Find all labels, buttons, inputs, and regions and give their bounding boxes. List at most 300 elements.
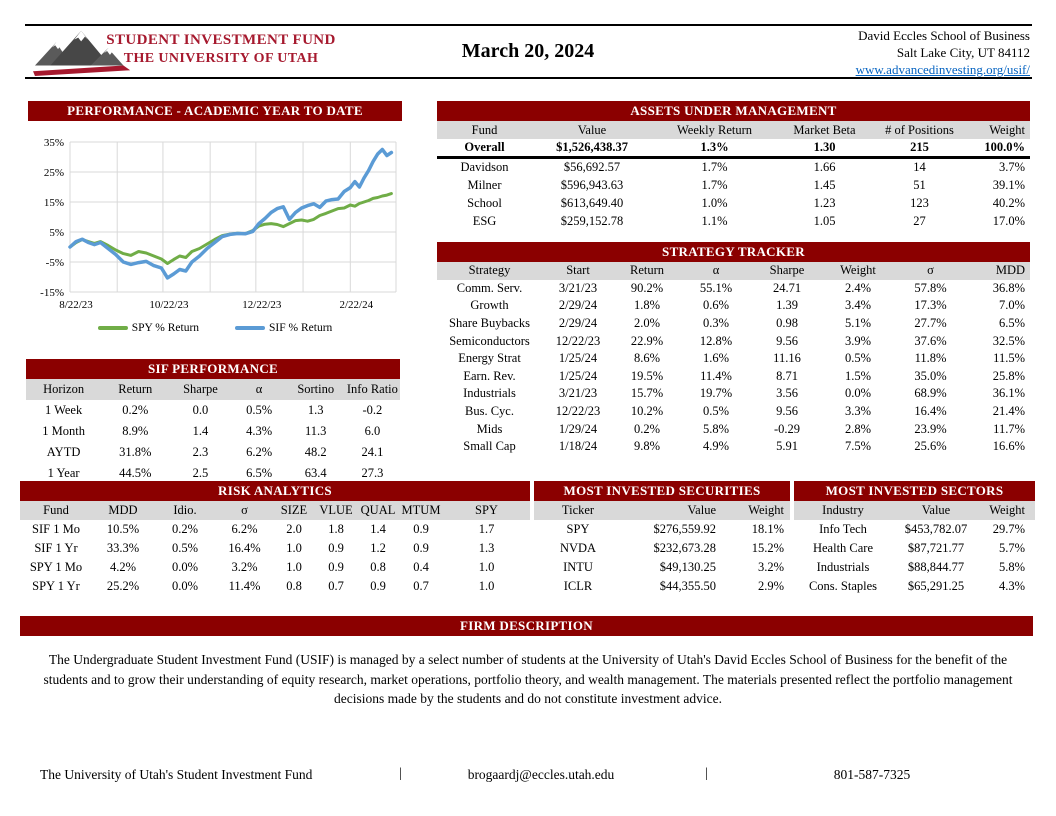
table-row <box>794 558 1035 577</box>
cell: Energy Strat <box>458 351 521 366</box>
table-row <box>534 558 790 577</box>
cell: 0.2% <box>122 403 149 417</box>
cell: 27 <box>913 213 926 228</box>
cell: 0.2% <box>171 522 199 536</box>
cell: 25.6% <box>914 439 947 454</box>
cell: 2.0 <box>286 522 302 536</box>
cell: 1.3 <box>478 541 495 555</box>
column-header: α <box>232 379 287 400</box>
table-row <box>437 350 1030 368</box>
column-header: Sharpe <box>169 379 231 400</box>
cell: 0.9 <box>413 522 429 536</box>
cell: 10.5% <box>106 522 140 536</box>
table-row <box>437 438 1030 456</box>
cell: 1.0 <box>478 579 495 593</box>
cell: 37.6% <box>914 333 947 348</box>
cell: 2.0% <box>633 316 661 331</box>
column-header: Weekly Return <box>652 121 777 139</box>
sectors-table <box>794 501 1035 596</box>
cell: Davidson <box>460 160 509 174</box>
cell: SPY 1 Mo <box>29 560 83 574</box>
cell: 3/21/23 <box>558 280 598 295</box>
cell: 18.1% <box>751 522 784 536</box>
column-header: MTUM <box>399 501 443 520</box>
header-row <box>534 501 790 520</box>
y-axis-label: 25% <box>43 167 64 179</box>
cell: 3/21/23 <box>558 386 598 401</box>
column-header: Value <box>892 501 980 520</box>
cell: 4.2% <box>109 560 137 574</box>
cell: Industrials <box>463 386 516 401</box>
table-row <box>534 577 790 596</box>
cell: 1.0% <box>701 195 728 210</box>
aum-table <box>437 121 1030 230</box>
table-row <box>26 442 400 463</box>
cell: 2.9% <box>757 579 784 593</box>
cell: 4.9% <box>702 439 730 454</box>
cell: 24.1 <box>361 445 384 459</box>
cell: 0.0% <box>171 560 199 574</box>
table-row <box>794 539 1035 558</box>
cell: 12.8% <box>699 333 733 348</box>
sif-legend-swatch <box>235 326 265 330</box>
cell: -0.29 <box>773 421 801 436</box>
column-header: MDD <box>92 501 154 520</box>
table-row <box>437 420 1030 438</box>
table-row <box>437 403 1030 421</box>
sif-return-line <box>70 150 391 278</box>
header-top-rule <box>25 24 1032 26</box>
cell: 16.4% <box>228 541 261 555</box>
column-header: Weight <box>822 262 894 280</box>
table-row <box>437 212 1030 230</box>
cell: 0.8 <box>370 560 386 574</box>
cell: 3.2% <box>231 560 258 574</box>
cell: 6.5% <box>998 316 1025 331</box>
header-row <box>26 379 400 400</box>
cell: $453,782.07 <box>904 522 968 536</box>
cell: 3.3% <box>844 404 872 419</box>
strategy-tracker-banner: STRATEGY TRACKER <box>437 242 1030 262</box>
cell: 2.5 <box>192 466 209 480</box>
cell: 57.8% <box>914 280 947 295</box>
table-row <box>534 539 790 558</box>
cell: 24.71 <box>772 280 802 295</box>
sectors-banner: MOST INVESTED SECTORS <box>794 481 1035 501</box>
cell: 6.0 <box>364 424 381 438</box>
table-row <box>437 194 1030 212</box>
cell: 68.9% <box>914 386 947 401</box>
legend-item-sif <box>235 322 332 334</box>
y-axis-label: -5% <box>45 257 64 269</box>
cell: $259,152.78 <box>560 213 624 228</box>
header-row <box>794 501 1035 520</box>
cell: 7.0% <box>998 298 1025 313</box>
cell: 40.2% <box>992 195 1025 210</box>
column-header: Value <box>622 501 730 520</box>
cell: 6.2% <box>231 522 258 536</box>
cell: 8.71 <box>776 368 798 383</box>
cell: $613,649.40 <box>560 195 624 210</box>
footer-email: brogaardj@eccles.utah.edu <box>467 767 615 782</box>
cell: $65,291.25 <box>907 579 965 593</box>
org-name-line1: STUDENT INVESTMENT FUND <box>106 32 336 48</box>
cell: 22.9% <box>630 333 664 348</box>
cell: INTU <box>563 560 593 574</box>
cell: 27.7% <box>914 316 947 331</box>
cell: 3.9% <box>844 333 872 348</box>
table-row <box>437 280 1030 298</box>
header-row <box>437 121 1030 139</box>
cell: 1.2 <box>370 541 386 555</box>
column-header: Sortino <box>287 379 345 400</box>
cell: 33.3% <box>106 541 140 555</box>
cell: SIF 1 Mo <box>32 522 80 536</box>
column-header: Info Ratio <box>345 379 400 400</box>
cell: 27.3 <box>361 466 384 480</box>
cell: 36.1% <box>992 386 1025 401</box>
cell: 1 Month <box>42 424 85 438</box>
cell: 1.66 <box>813 160 836 174</box>
header-row <box>20 501 530 520</box>
cell: 19.7% <box>699 386 733 401</box>
table-row <box>437 297 1030 315</box>
footer-separator-2: | <box>705 766 708 781</box>
cell: 0.5% <box>171 541 199 555</box>
cell: 1.4 <box>370 522 386 536</box>
cell: 1.7% <box>701 160 728 174</box>
cell: 1.05 <box>813 213 836 228</box>
spy-return-line <box>70 194 391 264</box>
cell: 0.4 <box>413 560 429 574</box>
cell: 6.2% <box>246 445 273 459</box>
cell: 14 <box>913 160 926 174</box>
cell: 11.8% <box>914 351 947 366</box>
column-header: Industry <box>794 501 892 520</box>
table-row <box>26 421 400 442</box>
spy-legend-label: SPY % Return <box>131 322 200 334</box>
cell: 15.2% <box>751 541 784 555</box>
cell: 17.0% <box>992 213 1025 228</box>
cell: 17.3% <box>914 298 947 313</box>
cell: $44,355.50 <box>659 579 716 593</box>
cell: -0.2 <box>362 403 383 417</box>
table-row <box>20 558 530 577</box>
cell: $88,844.77 <box>907 560 965 574</box>
cell: NVDA <box>559 541 597 555</box>
cell: 1.8% <box>633 298 661 313</box>
footer-phone: 801-587-7325 <box>833 767 911 782</box>
cell: 0.0% <box>844 386 872 401</box>
cell: 36.8% <box>992 280 1025 295</box>
cell: 8.9% <box>122 424 149 438</box>
table-row <box>20 577 530 596</box>
cell: 0.7 <box>413 579 429 593</box>
org-name-line2: THE UNIVERSITY OF UTAH <box>123 51 319 66</box>
cell: 12/22/23 <box>555 333 601 348</box>
securities-banner: MOST INVESTED SECURITIES <box>534 481 790 501</box>
sif-performance-table <box>26 379 400 484</box>
cell: 0.98 <box>776 316 798 331</box>
risk-analytics-table <box>20 501 530 596</box>
cell: 35.0% <box>914 368 947 383</box>
cell: 11.5% <box>993 351 1025 366</box>
cell: Mids <box>476 421 503 436</box>
table-row <box>794 577 1035 596</box>
cell: 215 <box>872 139 967 158</box>
cell: 2/29/24 <box>558 298 598 313</box>
cell: 1 Week <box>44 403 83 417</box>
footer-org-name: The University of Utah's Student Investment Fund <box>40 767 313 782</box>
cell: Overall <box>437 139 532 158</box>
cell: 2.4% <box>844 280 872 295</box>
cell: 0.5% <box>246 403 273 417</box>
cell: $232,673.28 <box>653 541 716 555</box>
column-header: α <box>680 262 752 280</box>
cell: Comm. Serv. <box>456 280 523 295</box>
cell: 55.1% <box>699 280 733 295</box>
cell: 0.2% <box>633 421 661 436</box>
y-axis-label: 15% <box>43 197 64 209</box>
x-axis-label: 12/22/23 <box>242 299 282 311</box>
cell: 7.5% <box>844 439 872 454</box>
cell: 11.4% <box>700 368 732 383</box>
column-header: Idio. <box>154 501 216 520</box>
cell: 1/25/24 <box>558 351 598 366</box>
cell: 90.2% <box>630 280 664 295</box>
cell: SPY 1 Yr <box>32 579 80 593</box>
cell: 11.3 <box>305 424 327 438</box>
cell: 0.6% <box>702 298 730 313</box>
cell: Bus. Cyc. <box>465 404 514 419</box>
column-header: Horizon <box>26 379 101 400</box>
cell: 1.39 <box>776 298 798 313</box>
cell: 32.5% <box>992 333 1025 348</box>
table-row <box>437 385 1030 403</box>
cell: Growth <box>470 298 509 313</box>
header-row <box>437 262 1030 280</box>
cell: 51 <box>913 177 926 192</box>
cell: $56,692.57 <box>563 160 621 174</box>
column-header: QUAL <box>357 501 399 520</box>
firm-description-text: The Undergraduate Student Investment Fund (USIF) is managed by a select number of students at the University of Utah's David Eccles School of Business for the benefit of the students and to grow their understanding of equity research, market operations, portfolio theory, and wealth management. The materials presented reflect the portfolio management decisions made by the students and do not constitute investment advice. <box>43 652 1013 707</box>
legend-item-spy <box>98 322 199 334</box>
cell: 23.9% <box>914 421 947 436</box>
cell: 0.9 <box>370 579 386 593</box>
column-header: Start <box>542 262 614 280</box>
cell: $276,559.92 <box>653 522 716 536</box>
cell: 19.5% <box>630 368 664 383</box>
cell: 44.5% <box>119 466 152 480</box>
cell: 21.4% <box>992 404 1025 419</box>
cell: 1.7 <box>478 522 495 536</box>
table-row <box>794 520 1035 539</box>
cell: 11.4% <box>228 579 261 593</box>
column-header: Fund <box>20 501 92 520</box>
table-row <box>20 539 530 558</box>
cell: 0.0% <box>171 579 199 593</box>
sif-performance-banner: SIF PERFORMANCE <box>26 359 400 379</box>
school-address <box>856 27 1030 78</box>
column-header: σ <box>216 501 273 520</box>
cell: 1.30 <box>777 139 872 158</box>
cell: 0.5% <box>702 404 730 419</box>
cell: 31.8% <box>119 445 152 459</box>
cell: 1.0 <box>286 541 302 555</box>
cell: 5.1% <box>844 316 872 331</box>
cell: 1.4 <box>192 424 209 438</box>
cell: 3.2% <box>757 560 784 574</box>
cell: 0.9 <box>328 560 344 574</box>
org-name <box>106 32 336 67</box>
column-header: SPY <box>443 501 530 520</box>
table-row <box>437 368 1030 386</box>
cell: 12/22/23 <box>555 404 601 419</box>
chart-legend <box>28 322 402 334</box>
cell: 9.56 <box>776 333 798 348</box>
cell: 0.0 <box>192 403 209 417</box>
cell: 16.6% <box>992 439 1025 454</box>
column-header: MDD <box>967 262 1030 280</box>
cell: SIF 1 Yr <box>34 541 78 555</box>
cell: SPY <box>566 522 590 536</box>
footer-separator-1: | <box>399 766 402 781</box>
column-header: Weight <box>980 501 1035 520</box>
column-header: Value <box>532 121 652 139</box>
cell: 123 <box>910 195 929 210</box>
cell: Small Cap <box>463 439 516 454</box>
cell: Cons. Staples <box>808 579 878 593</box>
column-header: SIZE <box>273 501 315 520</box>
website-link[interactable]: www.advancedinvesting.org/usif/ <box>855 62 1030 77</box>
cell: 5.91 <box>776 439 798 454</box>
cell: 1.23 <box>813 195 836 210</box>
cell: 15.7% <box>630 386 664 401</box>
sif-legend-label: SIF % Return <box>269 322 333 334</box>
cell: 100.0% <box>967 139 1030 158</box>
cell: 0.8 <box>286 579 302 593</box>
cell: Milner <box>467 177 502 192</box>
column-header: Fund <box>437 121 532 139</box>
performance-chart <box>28 124 402 346</box>
cell: Semiconductors <box>449 333 530 348</box>
cell: 11.16 <box>773 351 801 366</box>
cell: 0.5% <box>844 351 872 366</box>
cell: 25.8% <box>992 368 1025 383</box>
table-row <box>437 176 1030 194</box>
cell: AYTD <box>46 445 81 459</box>
column-header: Return <box>101 379 169 400</box>
cell: 5.8% <box>998 560 1025 574</box>
cell: 2.8% <box>844 421 872 436</box>
cell: Info Tech <box>819 522 867 536</box>
cell: ICLR <box>563 579 593 593</box>
column-header: Weight <box>730 501 790 520</box>
cell: 1.7% <box>701 177 728 192</box>
column-header: # of Positions <box>872 121 967 139</box>
cell: Health Care <box>812 541 874 555</box>
cell: $596,943.63 <box>560 177 624 192</box>
cell: 63.4 <box>304 466 327 480</box>
cell: 1.1% <box>701 213 728 228</box>
cell: School <box>467 195 502 210</box>
cell: 1/29/24 <box>558 421 598 436</box>
table-row <box>437 332 1030 350</box>
column-header: Market Beta <box>777 121 872 139</box>
x-axis-label: 2/22/24 <box>339 299 374 311</box>
cell: Industrials <box>816 560 870 574</box>
cell: 8.6% <box>633 351 661 366</box>
firm-description-banner: FIRM DESCRIPTION <box>20 616 1033 636</box>
cell: 25.2% <box>106 579 140 593</box>
cell: 3.7% <box>998 160 1025 174</box>
cell: 29.7% <box>992 522 1025 536</box>
cell: $87,721.77 <box>907 541 965 555</box>
cell: 3.4% <box>844 298 872 313</box>
cell: 2.3 <box>192 445 209 459</box>
x-axis-label: 8/22/23 <box>59 299 93 311</box>
cell: 1.45 <box>813 177 836 192</box>
cell: 1/25/24 <box>558 368 598 383</box>
securities-table <box>534 501 790 596</box>
cell: 1.0 <box>286 560 302 574</box>
risk-analytics-banner: RISK ANALYTICS <box>20 481 530 501</box>
performance-banner: PERFORMANCE - ACADEMIC YEAR TO DATE <box>28 101 402 121</box>
table-row <box>26 400 400 421</box>
address-line1: David Eccles School of Business <box>858 28 1030 43</box>
table-row <box>437 139 1030 158</box>
y-axis-label: 5% <box>49 227 64 239</box>
x-axis-label: 10/22/23 <box>149 299 189 311</box>
table-row <box>534 520 790 539</box>
cell: 1.8 <box>328 522 344 536</box>
cell: 11.7% <box>993 421 1025 436</box>
cell: 9.56 <box>776 404 798 419</box>
table-row <box>20 520 530 539</box>
column-header: Sharpe <box>752 262 822 280</box>
cell: 5.7% <box>998 541 1025 555</box>
column-header: VLUE <box>315 501 357 520</box>
strategy-tracker-table <box>437 262 1030 456</box>
cell: 6.5% <box>246 466 273 480</box>
cell: 0.9 <box>328 541 344 555</box>
cell: 1.6% <box>702 351 730 366</box>
table-row <box>437 158 1030 177</box>
cell: 39.1% <box>992 177 1025 192</box>
cell: 1 Year <box>47 466 80 480</box>
cell: 3.56 <box>776 386 798 401</box>
cell: 0.3% <box>702 316 730 331</box>
cell: 1.0 <box>478 560 495 574</box>
column-header: Weight <box>967 121 1030 139</box>
address-line2: Salt Lake City, UT 84112 <box>896 45 1030 60</box>
cell: ESG <box>472 213 497 228</box>
column-header: Ticker <box>534 501 622 520</box>
cell: 0.7 <box>328 579 344 593</box>
cell: 1.3 <box>307 403 324 417</box>
cell: Share Buybacks <box>449 316 530 331</box>
table-row <box>437 315 1030 333</box>
performance-chart-svg <box>28 124 402 324</box>
y-axis-label: 35% <box>43 137 64 149</box>
cell: 1.3% <box>652 139 777 158</box>
cell: Earn. Rev. <box>463 368 516 383</box>
cell: 16.4% <box>914 404 947 419</box>
column-header: Return <box>614 262 680 280</box>
cell: 0.9 <box>413 541 429 555</box>
spy-legend-swatch <box>98 326 128 330</box>
cell: 2/29/24 <box>558 316 598 331</box>
